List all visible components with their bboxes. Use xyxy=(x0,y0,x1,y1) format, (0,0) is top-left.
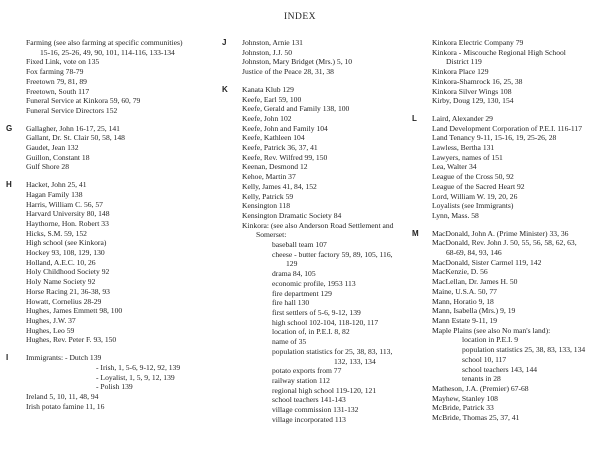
index-subentry: village commission 131-132 xyxy=(272,405,359,415)
index-entry: Lawless, Bertha 131 xyxy=(432,143,495,153)
index-entry: MacDonald, Sister Carmel 119, 142 xyxy=(432,257,542,267)
index-entry: Maple Plains (see also No man's land): xyxy=(432,325,551,335)
index-entry: Kelly, James 41, 84, 152 xyxy=(242,181,317,191)
index-entry: Gallant, Dr. St. Clair 50, 58, 148 xyxy=(26,133,125,143)
section-i xyxy=(6,353,216,411)
section-h xyxy=(6,180,216,345)
index-subentry: economic profile, 1953 113 xyxy=(272,278,356,288)
index-subentry: school teachers 141-143 xyxy=(272,395,346,405)
index-entry: McBride, Patrick 33 xyxy=(432,403,494,413)
index-entry: Ireland 5, 10, 11, 48, 94 xyxy=(26,391,99,401)
index-entry: Justice of the Peace 28, 31, 38 xyxy=(242,67,334,77)
index-entry: Farming (see also farming at specific communities) xyxy=(26,38,183,47)
index-subentry-continuation: 129 xyxy=(286,259,298,269)
index-entry: Holland, A.E.C. 10, 26 xyxy=(26,257,96,267)
page-title: INDEX xyxy=(283,12,317,22)
index-column-1 xyxy=(6,38,216,419)
index-entry: Laird, Alexander 29 xyxy=(432,113,493,123)
index-entry: Kinkora Silver Wings 108 xyxy=(432,86,512,96)
index-entry: Kinkora: (see also Anderson Road Settlement and xyxy=(242,220,394,230)
index-subentry: - Polish 139 xyxy=(96,382,133,392)
index-subentry: location in P.E.I. 9 xyxy=(462,335,519,345)
index-entry: Mann Estate 9-11, 19 xyxy=(432,315,498,325)
index-entry: Horse Racing 21, 36-38, 93 xyxy=(26,286,110,296)
index-entry: Hagan Family 138 xyxy=(26,189,83,199)
index-entry: League of the Sacred Heart 92 xyxy=(432,181,525,191)
section-letter: H xyxy=(6,180,12,190)
index-entry: Immigrants: - Dutch 139 xyxy=(26,353,102,363)
index-entry: Kinkora Place 129 xyxy=(432,67,489,77)
index-entry: Harvard University 80, 148 xyxy=(26,209,110,219)
index-entry: MacKenzie, D. 56 xyxy=(432,267,488,277)
index-entry-continuation: 15-16, 25-26, 49, 90, 101, 114-116, 133-134 xyxy=(40,47,175,57)
index-entry: Mann, Isabella (Mrs.) 9, 19 xyxy=(432,306,516,316)
section-k xyxy=(222,85,406,425)
index-entry: Guillon, Constant 18 xyxy=(26,152,90,162)
index-entry: Hughes, J.W. 37 xyxy=(26,315,76,325)
index-entry: Kensington 118 xyxy=(242,201,291,211)
index-entry: Mann, Horatio 9, 18 xyxy=(432,296,494,306)
index-subentry: high school 102-104, 118-120, 117 xyxy=(272,317,379,327)
index-subentry: first settlers of 5-6, 9-12, 139 xyxy=(272,307,361,317)
section-letter: I xyxy=(6,353,9,363)
index-entry: Matheson, J.A. (Premier) 67-68 xyxy=(432,383,529,393)
index-entry: Johnston, Arnie 131 xyxy=(242,38,303,47)
index-subentry: location of, in P.E.I. 8, 82 xyxy=(272,327,350,337)
section-f xyxy=(6,38,216,116)
section-j xyxy=(222,38,406,77)
index-entry: Freetown 79, 81, 89 xyxy=(26,76,87,86)
section-g xyxy=(6,124,216,173)
index-subentry: school 10, 117 xyxy=(462,354,507,364)
index-subentry: regional high school 119-120, 121 xyxy=(272,385,377,395)
section-k-continued xyxy=(412,38,598,106)
index-entry: MacLellan, Dr. James H. 50 xyxy=(432,277,518,287)
index-entry: Land Development Corporation of P.E.I. 116-117 xyxy=(432,123,583,133)
index-entry: Lynn, Mass. 58 xyxy=(432,210,479,220)
index-subentry: drama 84, 105 xyxy=(272,269,316,279)
index-entry: Keefe, Rev. Wilfred 99, 150 xyxy=(242,152,328,162)
index-entry: Hughes, Rev. Peter F. 93, 150 xyxy=(26,335,117,345)
index-entry: Fixed Link, vote on 135 xyxy=(26,57,100,67)
index-subentry: fire hall 130 xyxy=(272,298,310,308)
index-entry: Hicks, S.M. 59, 152 xyxy=(26,228,87,238)
index-entry: Keefe, Patrick 36, 37, 41 xyxy=(242,143,318,153)
index-entry-continuation: 68-69, 84, 93, 146 xyxy=(446,248,502,258)
index-subentry: tenants in 28 xyxy=(462,374,501,384)
section-m xyxy=(412,229,598,423)
index-entry: Johnston, J.J. 50 xyxy=(242,47,293,57)
index-entry: Lord, William W. 19, 20, 26 xyxy=(432,191,518,201)
index-subentry: baseball team 107 xyxy=(272,240,327,250)
index-entry: Howatt, Cornelius 28-29 xyxy=(26,296,102,306)
index-entry: Kinkora - Miscouche Regional High School xyxy=(432,47,566,57)
index-entry: Land Tenancy 9-11, 15-16, 19, 25-26, 28 xyxy=(432,133,557,143)
index-entry: Kinkora Electric Company 79 xyxy=(432,38,524,47)
index-entry: Hughes, Leo 59 xyxy=(26,325,75,335)
index-entry: Harris, William C. 56, 57 xyxy=(26,199,103,209)
section-letter: G xyxy=(6,123,13,133)
index-entry: High school (see Kinkora) xyxy=(26,238,107,248)
index-entry: Keefe, John and Family 104 xyxy=(242,123,328,133)
index-entry: Mayhew, Stanley 108 xyxy=(432,393,498,403)
index-entry: Hacket, John 25, 41 xyxy=(26,180,87,190)
index-entry: Keenan, Desmond 12 xyxy=(242,162,308,172)
index-subentry: village incorporated 113 xyxy=(272,414,346,424)
index-entry: Fox farming 78-79 xyxy=(26,67,84,77)
index-entry: Gallagher, John 16-17, 25, 141 xyxy=(26,123,120,133)
index-subentry: - Irish, 1, 5-6, 9-12, 92, 139 xyxy=(96,362,181,372)
index-entry: Loyalists (see Immigrants) xyxy=(432,201,514,211)
index-entry: League of the Cross 50, 92 xyxy=(432,172,514,182)
index-entry: Kehoe, Martin 37 xyxy=(242,172,296,182)
index-entry: MacDonald, Rev. John J. 50, 55, 56, 58, 62, 63, xyxy=(432,238,577,248)
index-entry: Kensington Dramatic Society 84 xyxy=(242,210,342,220)
index-entry: Freetown, South 117 xyxy=(26,86,90,96)
index-entry: McBride, Thomas 25, 37, 41 xyxy=(432,413,520,423)
section-letter: J xyxy=(222,38,227,47)
index-entry: Johnston, Mary Bridget (Mrs.) 5, 10 xyxy=(242,57,353,67)
index-entry: Maine, U.S.A. 50, 77 xyxy=(432,286,497,296)
index-column-3 xyxy=(412,38,598,431)
index-entry: Kanata Klub 129 xyxy=(242,84,294,94)
index-entry: Funeral Service at Kinkora 59, 60, 79 xyxy=(26,96,141,106)
index-entry: Keefe, Kathleen 104 xyxy=(242,133,305,143)
index-entry: Gaudet, Jean 132 xyxy=(26,143,79,153)
index-entry: Gulf Shore 28 xyxy=(26,162,70,172)
index-entry: Funeral Service Directors 152 xyxy=(26,105,118,115)
section-letter: M xyxy=(412,228,419,238)
index-subentry-continuation: 132, 133, 134 xyxy=(334,356,376,366)
index-subentry: cheese - butter factory 59, 89, 105, 116, xyxy=(272,249,393,259)
index-subentry: railway station 112 xyxy=(272,375,330,385)
index-subentry: school teachers 143, 144 xyxy=(462,364,538,374)
index-subentry: - Loyalist, 1, 5, 9, 12, 139 xyxy=(96,372,175,382)
index-entry: Lea, Walter 34 xyxy=(432,162,477,172)
index-entry: Kinkora-Shamrock 16, 25, 38 xyxy=(432,76,523,86)
index-subentry: fire department 129 xyxy=(272,288,332,298)
index-subentry: population statistics for 25, 38, 83, 113, xyxy=(272,346,393,356)
index-entry: Holy Childhood Society 92 xyxy=(26,267,110,277)
index-subentry: population statistics 25, 38, 83, 133, 134 xyxy=(462,345,586,355)
index-entry: Haythorne, Hon. Robert 33 xyxy=(26,218,109,228)
section-letter: K xyxy=(222,84,228,94)
index-subentry: potato exports from 77 xyxy=(272,366,342,376)
index-entry: Hughes, James Emmett 98, 100 xyxy=(26,306,123,316)
index-entry: Kelly, Patrick 59 xyxy=(242,191,294,201)
index-entry: Kirby, Doug 129, 130, 154 xyxy=(432,96,514,106)
index-entry: Keefe, Earl 59, 100 xyxy=(242,94,302,104)
index-column-2 xyxy=(222,38,406,432)
index-entry: Hockey 93, 108, 129, 130 xyxy=(26,248,105,258)
index-entry: Lawyers, names of 151 xyxy=(432,152,503,162)
index-entry-continuation: District 119 xyxy=(446,57,482,67)
section-letter: L xyxy=(412,113,417,123)
section-l xyxy=(412,114,598,221)
index-entry: Irish potato famine 11, 16 xyxy=(26,401,105,411)
index-entry: Holy Name Society 92 xyxy=(26,277,96,287)
index-entry-continuation: Somerset: xyxy=(256,230,287,240)
index-entry: Keefe, Gerald and Family 138, 100 xyxy=(242,104,350,114)
index-entry: Keefe, John 102 xyxy=(242,113,292,123)
index-entry: MacDonald, John A. (Prime Minister) 33, 36 xyxy=(432,228,569,238)
index-subentry: name of 35 xyxy=(272,337,307,347)
